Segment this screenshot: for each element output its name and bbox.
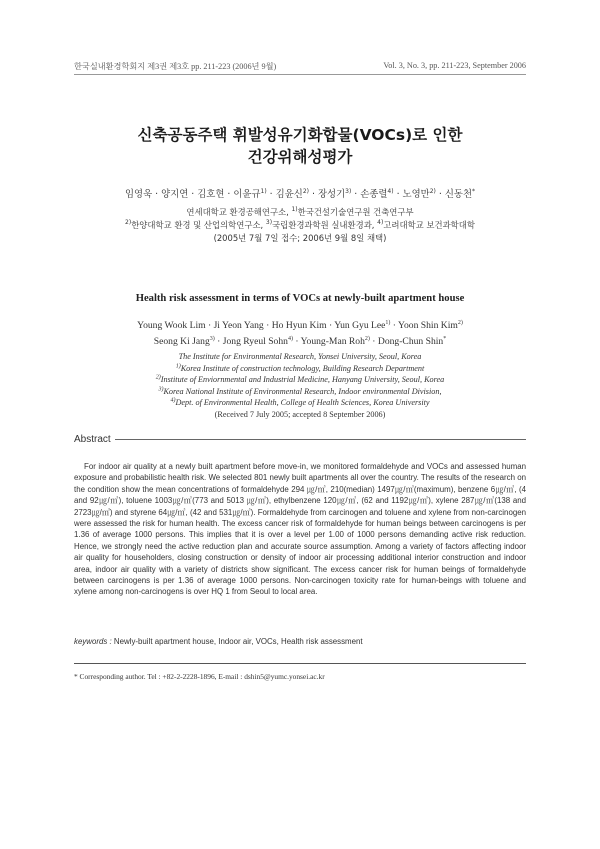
english-affiliations <box>0 351 600 421</box>
korean-title <box>0 124 600 168</box>
author: Ho Hyun Kim <box>271 320 327 331</box>
author: Dong-Chun Shin* <box>377 335 447 347</box>
author: 손종렬$^{4)}$ <box>360 187 394 200</box>
affiliation-line: $^{2)}$Institute of Enviornmental and Industrial Medicine, Hanyang University, Seoul, Korea <box>155 374 445 385</box>
abstract-divider <box>115 439 526 440</box>
header-divider <box>74 74 526 75</box>
author: 노영만$^{2)}$ <box>402 187 436 200</box>
author: 임영욱 <box>124 189 153 200</box>
english-authors-line: Young Wook Lim · Ji Yeon Yang · Ho Hyun Kim · Yun Gyu Lee$^{1)}$ · Yoon Shin Kim$^{2)}$ <box>137 319 463 331</box>
author: Jong Ryeul Sohn$^{4)}$ <box>222 335 293 347</box>
abstract-body: For indoor air quality at a newly built apartment before move-in, we monitored formaldehyde and VOCs and assessed human exposure and probabilistic health risk. We selected 801 newly built apartments all over the country. The results of the research on the condition show the mean concentrations of formaldehyde 294 ㎍/㎥, 210(median) 1497㎍/㎥(maximum), benzene 6㎍/㎥, (4 and 92㎍/㎥), toluene 1003㎍/㎥(773 and 5013 ㎍/㎥), ethylbenzene 120㎍/㎥, (62 and 1192㎍/㎥), xylene 287㎍/㎥(138 and 2723㎍/㎥) and styrene 64㎍/㎥, (42 and 531㎍/㎥). Formaldehyde from carcinogen and toluene and xylene from non-carcinogen were assessed the risk for human health. The excess cancer risk of formaldehyde for human beings between carcinogens is per 1.36 of average 1000 persons. This implies that it is over a level per 1.00 of 1000 persons demanding active risk reduction. Hence, we strongly need the active reduction plan and accurate source assumption. Among a variety of factors affecting indoor air quality for householders, closing construction or density of indoor air processing additional interior construction and indoor area, indoor air quality with a variety of districts show significant. The excess cancer risk for human beings of formaldehyde between carcinogens is per 1.36 of average 1000 persons. Non-carcinogen toxicity rate for human-beings with toluene and xylene among non-carcinogens is over HQ 1 from Seoul to local area. <box>74 462 526 597</box>
keywords-label: keywords : <box>74 637 112 646</box>
korean-affiliations <box>0 206 600 245</box>
korean-affiliation-line: $^{2)}$한양대학교 환경 및 산업의학연구소, $^{3)}$국립환경과학원 실내환경과, $^{4)}$고려대학교 보건과학대학 <box>125 219 475 230</box>
author: 신동천* <box>444 187 476 200</box>
received-dates: (Received 7 July 2005; accepted 8 September 2006) <box>214 409 386 419</box>
english-title: Health risk assessment in terms of VOCs at newly-built apartment house <box>135 293 465 304</box>
author: Young-Man Roh$^{2)}$ <box>300 335 370 347</box>
korean-title-line: 건강위해성평가 <box>247 148 353 166</box>
header-journal-english: Vol. 3, No. 3, pp. 211-223, September 2006 <box>383 61 526 70</box>
author: 김호현 <box>197 189 225 200</box>
header-journal-korean: 한국실내환경학회지 제3권 제3호 pp. 211-223 (2006년 9월) <box>74 62 277 71</box>
english-authors <box>0 318 600 350</box>
keywords <box>74 637 526 646</box>
abstract-heading <box>74 434 526 445</box>
keywords-list: Newly-built apartment house, Indoor air, VOCs, Health risk assessment <box>113 637 363 646</box>
running-header <box>74 61 526 72</box>
author: 김윤신$^{2)}$ <box>275 187 309 200</box>
english-authors-line: Seong Ki Jang$^{3)}$ · Jong Ryeul Sohn$^{4)}$ · Young-Man Roh$^{2)}$ · Dong-Chun Shin* <box>153 335 447 347</box>
author: 장성기$^{3)}$ <box>317 187 352 200</box>
abstract-label: Abstract <box>74 434 111 445</box>
corresponding-author-footnote: * Corresponding author. Tel : +82-2-2228-1896, E-mail : dshin5@yumc.yonsei.ac.kr <box>74 672 325 681</box>
author: 양지연 <box>161 189 189 200</box>
korean-affiliation-line: 연세대학교 환경공해연구소, $^{1)}$한국건설기술연구원 건축연구부 <box>186 206 414 217</box>
affiliation-line: The Institute for Environmental Research, Yonsei University, Seoul, Korea <box>178 352 422 361</box>
footnote-divider <box>74 663 526 664</box>
affiliation-line: $^{1)}$Korea Institute of construction technology, Building Research Department <box>175 362 425 373</box>
author: Ji Yeon Yang <box>213 320 264 331</box>
affiliation-line: $^{3)}$Korea National Institute of Environmental Research, Indoor environmental Division, <box>158 386 442 396</box>
korean-title-line: 신축공동주택 휘발성유기화합물(VOCs)로 인한 <box>137 126 463 144</box>
affiliation-line: $^{4)}$Dept. of Environmental Health, College of Health Sciences, Korea University <box>170 397 430 408</box>
korean-received-dates: (2005년 7월 7일 접수; 2006년 9월 8일 채택) <box>213 233 387 243</box>
author: Yun Gyu Lee$^{1)}$ <box>334 319 391 331</box>
author: 이윤규$^{1)}$ <box>233 187 267 200</box>
author: Seong Ki Jang$^{3)}$ <box>153 335 215 347</box>
korean-authors: 임영욱 · 양지연 · 김호현 · 이윤규$^{1)}$ · 김윤신$^{2)}$ · 장성기$^{3)}$ · 손종렬$^{4)}$ · 노영만$^{2)}$ · 신동천* <box>124 187 476 200</box>
author: Yoon Shin Kim$^{2)}$ <box>398 319 463 331</box>
author: Young Wook Lim <box>137 320 206 331</box>
